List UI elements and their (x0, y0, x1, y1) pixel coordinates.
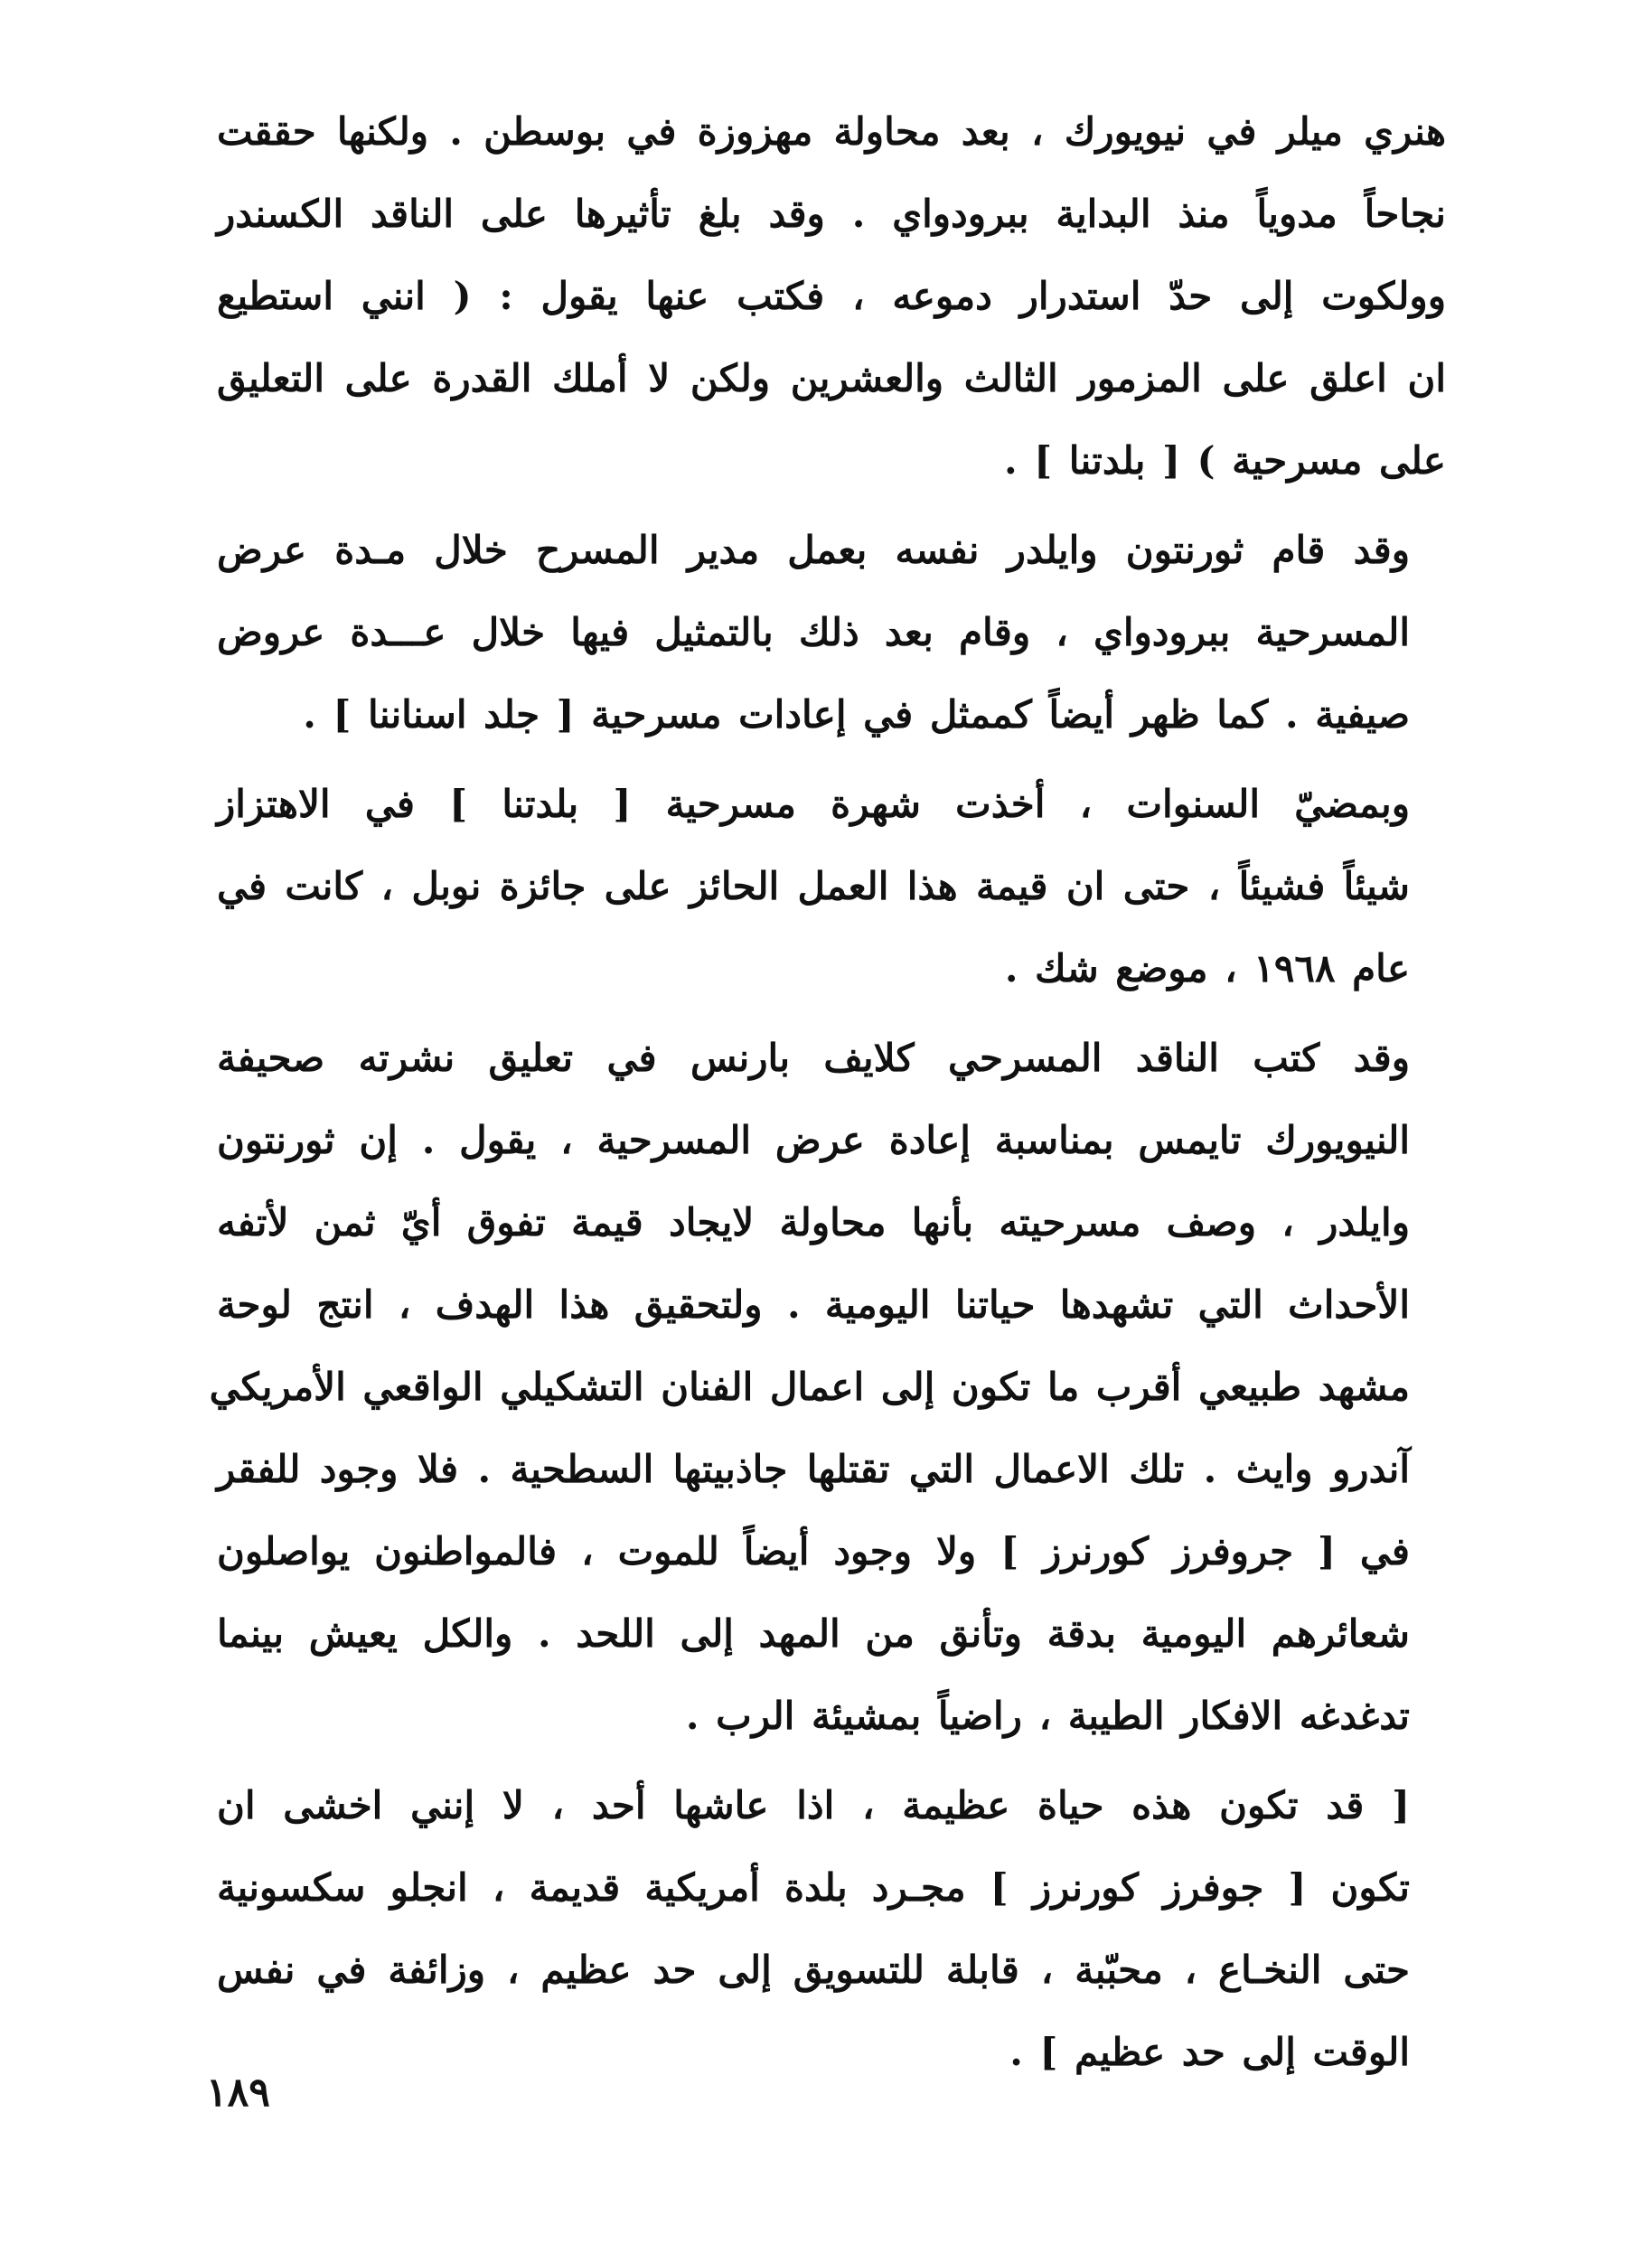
text-line: المسرحية ببرودواي ، وقام بعد ذلك بالتمثيل فيها خلال عـــدة عروض (217, 610, 1410, 654)
text-line: آندرو وايث . تلك الاعمال التي تقتلها جاذبيتها السطحية . فلا وجود للفقر (217, 1447, 1410, 1491)
text-line: مشهد طبيعي أقرب ما تكون إلى اعمال الفنان التشكيلي الواقعي الأمريكي (209, 1365, 1410, 1409)
text-line: وقد قام ثورنتون وايلدر نفسه بعمل مدير المسرح خلال مـدة عرض (217, 528, 1410, 572)
text-line: ان اعلق على المزمور الثالث والعشرين ولكن لا أملك القدرة على التعليق (217, 356, 1446, 400)
paragraph (209, 1017, 1446, 1757)
paragraph (217, 1764, 1446, 2093)
text-line: شيئاً فشيئاً ، حتى ان قيمة هذا العمل الحائز على جائزة نوبل ، كانت في (217, 864, 1410, 908)
text-line: وايلدر ، وصف مسرحيته بأنها محاولة لايجاد قيمة تفوق أيّ ثمن لأتفه (217, 1200, 1410, 1244)
text-line: حتى النخـاع ، محبّبة ، قابلة للتسويق إلى حد عظيم ، وزائفة في نفس (217, 1948, 1410, 1992)
text-line: على مسرحية ) [ بلدتنا ] . (1003, 438, 1446, 483)
text-line: شعائرهم اليومية بدقة وتأنق من المهد إلى اللحد . والكل يعيش بينما (217, 1611, 1410, 1656)
paragraph (217, 90, 1446, 502)
text-line: وقد كتب الناقد المسرحي كلايف بارنس في تعليق نشرته صحيفة (217, 1036, 1410, 1080)
text-line: النيويورك تايمس بمناسبة إعادة عرض المسرحية ، يقول . إن ثورنتون (217, 1118, 1410, 1162)
text-line: الوقت إلى حد عظيم ] . (1009, 2030, 1410, 2074)
text-line: في [ جروفرز كورنرز ] ولا وجود أيضاً للموت ، فالمواطنون يواصلون (217, 1529, 1410, 1573)
body-text (209, 90, 1446, 2100)
text-line: تدغدغه الافكار الطيبة ، راضياً بمشيئة الرب . (685, 1694, 1410, 1738)
text-line: عام ١٩٦٨ ، موضع شك . (1004, 946, 1410, 991)
page-number: ١٨٩ (206, 2070, 270, 2116)
text-line: وبمضيّ السنوات ، أخذت شهرة مسرحية [ بلدتنا ] في الاهتزاز (217, 782, 1410, 826)
paragraph (217, 763, 1446, 1009)
text-line: هنري ميلر في نيويورك ، بعد محاولة مهزوزة في بوسطن . ولكنها حققت (217, 109, 1446, 154)
text-line: [ قد تكون هذه حياة عظيمة ، اذا عاشها أحد ، لا إنني اخشى ان (217, 1783, 1410, 1827)
text-line: صيفية . كما ظهر أيضاً كممثل في إعادات مسرحية [ جلد اسناننا ] . (303, 692, 1410, 737)
text-line: تكون [ جوفرز كورنرز ] مجـرد بلدة أمريكية قديمة ، انجلو سكسونية (217, 1865, 1410, 1910)
paragraph (217, 509, 1446, 756)
text-line: الأحداث التي تشهدها حياتنا اليومية . ولتحقيق هذا الهدف ، انتج لوحة (217, 1282, 1410, 1327)
text-line: وولكوت إلى حدّ استدرار دموعه ، فكتب عنها يقول : ( انني استطيع (217, 274, 1446, 318)
text-line: نجاحاً مدوياً منذ البداية ببرودواي . وقد بلغ تأثيرها على الناقد الكسندر (217, 192, 1446, 236)
